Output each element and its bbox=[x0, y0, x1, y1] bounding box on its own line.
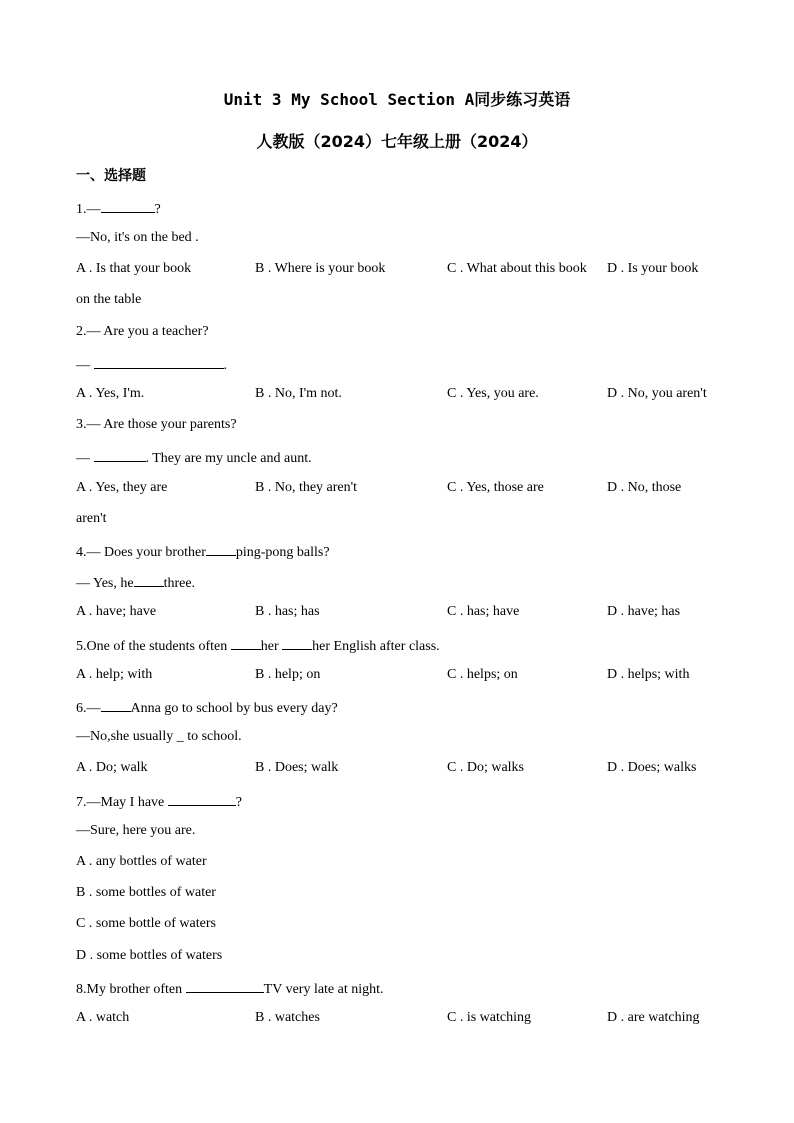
stem-text: 6.— bbox=[76, 701, 101, 716]
question-1-option-d[interactable]: D . Is your book bbox=[607, 261, 699, 276]
stem-text-end: ping-pong balls? bbox=[235, 545, 330, 560]
question-1-option-a[interactable]: A . Is that your book bbox=[76, 261, 192, 276]
answer-blank bbox=[101, 697, 131, 712]
question-7-reply: —Sure, here you are. bbox=[76, 823, 196, 838]
question-2-reply bbox=[76, 354, 227, 375]
question-1 bbox=[76, 198, 161, 219]
question-7-stem bbox=[76, 791, 242, 812]
question-3-stem: 3.— Are those your parents? bbox=[76, 417, 237, 432]
stem-text-end: Anna go to school by bus every day? bbox=[130, 701, 338, 716]
reply-suffix: . bbox=[223, 358, 227, 373]
answer-blank bbox=[186, 978, 264, 993]
question-1-option-c[interactable]: C . What about this book bbox=[447, 261, 587, 276]
question-8-option-d[interactable]: D . are watching bbox=[607, 1010, 700, 1025]
stem-text-end: her English after class. bbox=[312, 639, 440, 654]
question-2-option-a[interactable]: A . Yes, I'm. bbox=[76, 386, 145, 401]
question-2-stem: 2.— Are you a teacher? bbox=[76, 324, 209, 339]
question-6-stem bbox=[76, 697, 338, 718]
question-4-option-b[interactable]: B . has; has bbox=[255, 604, 320, 619]
worksheet-title: Unit 3 My School Section A同步练习英语 bbox=[223, 90, 571, 109]
answer-blank bbox=[101, 198, 155, 213]
question-3-option-b[interactable]: B . No, they aren't bbox=[255, 480, 358, 495]
question-6-reply: —No,she usually _ to school. bbox=[76, 729, 242, 744]
reply-prefix: — Yes, he bbox=[76, 576, 134, 591]
question-7-option-d[interactable]: D . some bottles of waters bbox=[76, 948, 223, 963]
question-3-option-d[interactable]: D . No, those bbox=[607, 480, 682, 495]
answer-blank bbox=[206, 541, 236, 556]
question-6-option-c[interactable]: C . Do; walks bbox=[447, 760, 524, 775]
question-3-option-a[interactable]: A . Yes, they are bbox=[76, 480, 168, 495]
question-6-option-b[interactable]: B . Does; walk bbox=[255, 760, 339, 775]
stem-text: 4.— Does your brother bbox=[76, 545, 206, 560]
reply-prefix: — bbox=[76, 451, 94, 466]
question-2-option-c[interactable]: C . Yes, you are. bbox=[447, 386, 539, 401]
question-6-option-a[interactable]: A . Do; walk bbox=[76, 760, 148, 775]
stem-text: 5.One of the students often bbox=[76, 639, 231, 654]
question-3-option-c[interactable]: C . Yes, those are bbox=[447, 480, 544, 495]
stem-text-mid: her bbox=[260, 639, 283, 654]
answer-blank bbox=[282, 635, 312, 650]
reply-suffix: . They are my uncle and aunt. bbox=[145, 451, 312, 466]
question-3-option-d-continued: aren't bbox=[76, 511, 107, 526]
question-4-stem bbox=[76, 541, 330, 562]
question-4-reply bbox=[76, 572, 195, 593]
answer-blank bbox=[134, 572, 164, 587]
question-8-option-c[interactable]: C . is watching bbox=[447, 1010, 531, 1025]
question-1-option-b[interactable]: B . Where is your book bbox=[255, 261, 386, 276]
question-7-option-a[interactable]: A . any bottles of water bbox=[76, 854, 207, 869]
worksheet-subtitle: 人教版（2024）七年级上册（2024） bbox=[256, 132, 538, 151]
question-1-reply: —No, it's on the bed . bbox=[76, 230, 199, 245]
question-5-option-b[interactable]: B . help; on bbox=[255, 667, 321, 682]
question-2-option-b[interactable]: B . No, I'm not. bbox=[255, 386, 342, 401]
question-1-stem: 1.— bbox=[76, 202, 101, 217]
stem-text-end: TV very late at night. bbox=[263, 982, 384, 997]
question-6-option-d[interactable]: D . Does; walks bbox=[607, 760, 697, 775]
question-8-option-b[interactable]: B . watches bbox=[255, 1010, 320, 1025]
stem-text: 8.My brother often bbox=[76, 982, 186, 997]
question-5-stem bbox=[76, 635, 440, 656]
answer-blank bbox=[94, 447, 146, 462]
question-4-option-a[interactable]: A . have; have bbox=[76, 604, 157, 619]
reply-suffix: three. bbox=[163, 576, 196, 591]
reply-prefix: — bbox=[76, 358, 94, 373]
question-4-option-d[interactable]: D . have; has bbox=[607, 604, 681, 619]
question-1-stem-end: ? bbox=[154, 202, 161, 217]
question-7-option-c[interactable]: C . some bottle of waters bbox=[76, 916, 216, 931]
question-5-option-a[interactable]: A . help; with bbox=[76, 667, 153, 682]
question-4-option-c[interactable]: C . has; have bbox=[447, 604, 520, 619]
stem-text: 7.—May I have bbox=[76, 795, 168, 810]
question-5-option-d[interactable]: D . helps; with bbox=[607, 667, 690, 682]
question-7-option-b[interactable]: B . some bottles of water bbox=[76, 885, 216, 900]
question-2-option-d[interactable]: D . No, you aren't bbox=[607, 386, 707, 401]
stem-text-end: ? bbox=[235, 795, 242, 810]
section-heading: 一、选择题 bbox=[76, 168, 146, 184]
question-3-reply bbox=[76, 447, 312, 468]
answer-blank bbox=[94, 354, 224, 369]
question-5-option-c[interactable]: C . helps; on bbox=[447, 667, 518, 682]
question-1-option-d-continued: on the table bbox=[76, 292, 142, 307]
answer-blank bbox=[168, 791, 236, 806]
question-8-stem bbox=[76, 978, 384, 999]
question-8-option-a[interactable]: A . watch bbox=[76, 1010, 130, 1025]
answer-blank bbox=[231, 635, 261, 650]
